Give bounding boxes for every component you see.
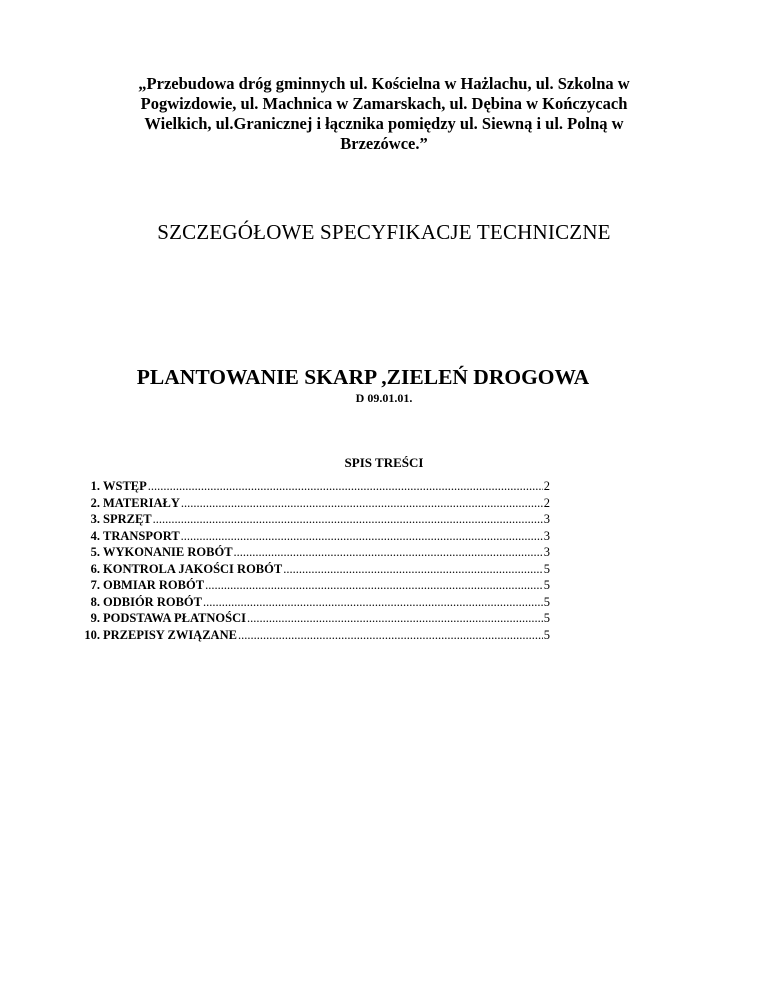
table-of-contents [78,478,550,643]
toc-entry-page: 5 [543,578,550,592]
project-title-line: Pogwizdowie, ul. Machnica w Zamarskach, ul. Dębina w Kończycach [140,94,628,113]
project-title-line: „Przebudowa dróg gminnych ul. Kościelna w Hażlachu, ul. Szkolna w [138,74,630,93]
toc-dot-leader [181,495,543,512]
toc-dot-leader [238,627,543,644]
toc-entry-label: WSTĘP [103,479,147,493]
toc-entry-number: 4. [90,528,100,543]
toc-entry-page: 3 [543,545,550,559]
toc-entry-number: 7. [90,578,100,592]
toc-entry-number: 8. [90,594,100,609]
toc-entry-transport[interactable] [78,528,550,545]
toc-entry-page: 2 [543,479,550,493]
toc-entry-wstep[interactable] [78,478,550,495]
document-title: PLANTOWANIE SKARP ,ZIELEŃ DROGOWA [136,365,590,389]
toc-entry-materialy[interactable] [78,495,550,512]
toc-entry-number: 10. [84,627,100,642]
toc-entry-number: 5. [90,545,100,559]
toc-entry-label: TRANSPORT [103,528,180,543]
toc-entry-page: 3 [543,528,550,543]
toc-entry-label: PRZEPISY ZWIĄZANE [103,627,237,642]
toc-dot-leader [148,478,543,495]
toc-entry-podstawa-platnosci[interactable] [78,610,550,627]
toc-entry-number: 2. [90,495,100,510]
toc-entry-label: KONTROLA JAKOŚCI ROBÓT [103,561,283,576]
toc-entry-page: 2 [543,495,550,510]
project-title [100,74,668,154]
toc-entry-page: 5 [543,561,550,576]
toc-entry-label: ODBIÓR ROBÓT [103,594,202,609]
toc-entry-number: 3. [90,512,100,526]
toc-entry-page: 5 [543,627,550,642]
toc-entry-odbior-robot[interactable] [78,594,550,611]
toc-entry-number: 1. [90,479,100,493]
toc-dot-leader [181,528,543,545]
project-title-line: Brzezówce.” [340,134,428,153]
toc-dot-leader [247,610,543,627]
toc-dot-leader [205,577,543,594]
specification-title: SZCZEGÓŁOWE SPECYFIKACJE TECHNICZNE [157,220,611,244]
toc-entry-number: 9. [90,611,100,625]
toc-dot-leader [203,594,543,611]
project-title-line: Wielkich, ul.Granicznej i łącznika pomiędzy ul. Siewną i ul. Polną w [144,114,624,133]
toc-entry-page: 5 [543,611,550,625]
document-code: D 09.01.01. [355,391,413,405]
toc-entry-obmiar-robot[interactable] [78,577,550,594]
toc-entry-label: WYKONANIE ROBÓT [103,545,233,559]
toc-entry-page: 5 [543,594,550,609]
toc-entry-number: 6. [90,561,100,576]
toc-dot-leader [283,561,543,578]
toc-entry-label: SPRZĘT [103,512,152,526]
toc-entry-label: PODSTAWA PŁATNOŚCI [103,611,246,625]
toc-entry-wykonanie-robot[interactable] [78,544,550,561]
toc-entry-page: 3 [543,512,550,526]
toc-entry-label: MATERIAŁY [103,495,180,510]
toc-heading: SPIS TREŚCI [344,455,424,470]
toc-entry-kontrola-jakosci[interactable] [78,561,550,578]
toc-dot-leader [153,511,543,528]
toc-entry-przepisy-zwiazane[interactable] [78,627,550,644]
toc-entry-sprzet[interactable] [78,511,550,528]
toc-dot-leader [234,544,543,561]
toc-entry-label: OBMIAR ROBÓT [103,578,205,592]
